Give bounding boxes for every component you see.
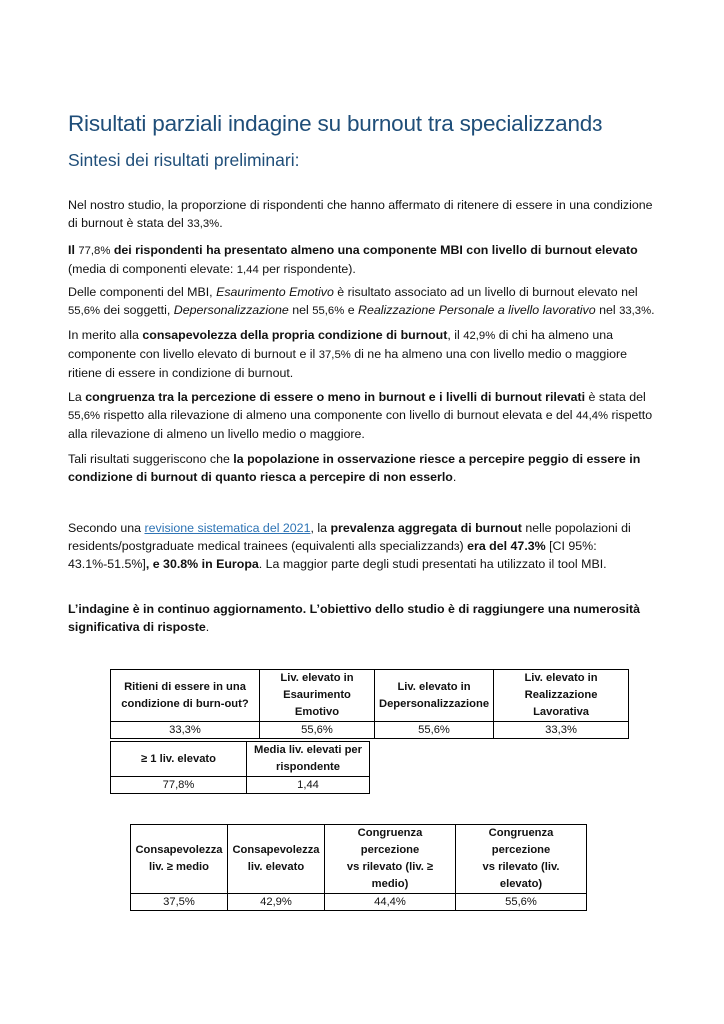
table-header-cell: Liv. elevato in Esaurimento Emotivo	[260, 670, 375, 722]
page-title: Risultati parziali indagine su burnout tra specializzandɜ	[68, 111, 603, 136]
table-cell: 44,4%	[325, 894, 456, 911]
paragraph-conclusion: Tali risultati suggeriscono che la popolazione in osservazione riesce a percepire peggio di essere in condizione di burnout di quanto riesca a percepire di non esserlo.	[68, 452, 641, 484]
table-awareness-congruence	[130, 824, 587, 911]
paragraph-awareness: In merito alla consapevolezza della propria condizione di burnout, il 42,9% di chi ha almeno una componente con livello elevato di burnout e il 37,5% di ne ha almeno una con livello medio o maggiore ritiene di essere in condizione di burnout.	[68, 328, 627, 380]
table-cell: 55,6%	[375, 722, 494, 739]
table-cell: 77,8%	[111, 777, 247, 794]
table-header-cell: ≥ 1 liv. elevato	[111, 742, 247, 777]
paragraph-mbi-dimensions: Delle componenti del MBI, Esaurimento Emotivo è risultato associato ad un livello di burnout elevato nel 55,6% dei soggetti, Depersonalizzazione nel 55,6% e Realizzazione Personale a livello lavorativo nel 33,3%.	[68, 285, 655, 317]
table-header-cell: Congruenza percezione vs rilevato (liv. ≥ medio)	[325, 825, 456, 894]
table-header-cell: Ritieni di essere in una condizione di burn-out?	[111, 670, 260, 722]
table-row	[111, 777, 370, 794]
table-cell: 33,3%	[111, 722, 260, 739]
table-cell: 42,9%	[228, 894, 325, 911]
table-elevated-levels	[110, 741, 370, 794]
paragraph-mbi-component: Il 77,8% dei rispondenti ha presentato almeno una componente MBI con livello di burnout elevato (media di componenti elevate: 1,44 per rispondente).	[68, 243, 638, 276]
table-cell: 55,6%	[260, 722, 375, 739]
table-cell: 37,5%	[131, 894, 228, 911]
table-row	[111, 722, 629, 739]
table-header-row	[111, 742, 370, 777]
table-header-row	[111, 670, 629, 722]
section-subtitle: Sintesi dei risultati preliminari:	[68, 150, 300, 170]
table-header-row	[131, 825, 587, 894]
paragraph-review: Secondo una revisione sistematica del 2021, la prevalenza aggregata di burnout nelle popolazioni di residents/postgraduate medical trainees (equivalenti allɜ specializzandɜ) era del 47.3% [CI 95%: 43.1%-51.5%], e 30.8% in Europa. La maggior parte degli studi presentati ha utilizzato il tool MBI.	[68, 521, 631, 571]
paragraph-ongoing: L’indagine è in continuo aggiornamento. L’obiettivo dello studio è di raggiungere una numerosità significativa di risposte.	[68, 602, 641, 634]
table-cell: 33,3%	[494, 722, 629, 739]
paragraph-congruence: La congruenza tra la percezione di essere o meno in burnout e i livelli di burnout rilevati è stata del 55,6% rispetto alla rilevazione di almeno una componente con livello di burnout elevata e del 44,4% rispetto alla rilevazione di almeno un livello medio o maggiore.	[68, 390, 653, 441]
table-header-cell: Liv. elevato in Depersonalizzazione	[375, 670, 494, 722]
table-header-cell: Consapevolezza liv. ≥ medio	[131, 825, 228, 894]
table-perception-components	[110, 669, 629, 739]
table-header-cell: Liv. elevato in Realizzazione Lavorativa	[494, 670, 629, 722]
paragraph-proportion: Nel nostro studio, la proporzione di rispondenti che hanno affermato di ritenere di essere in una condizione di burnout è stata del 33,3%.	[68, 198, 653, 230]
table-header-cell: Consapevolezza liv. elevato	[228, 825, 325, 894]
table-header-cell: Media liv. elevati per rispondente	[247, 742, 370, 777]
table-cell: 55,6%	[456, 894, 587, 911]
table-row	[131, 894, 587, 911]
table-cell: 1,44	[247, 777, 370, 794]
table-header-cell: Congruenza percezione vs rilevato (liv. elevato)	[456, 825, 587, 894]
systematic-review-link[interactable]: revisione sistematica del 2021	[144, 521, 311, 535]
